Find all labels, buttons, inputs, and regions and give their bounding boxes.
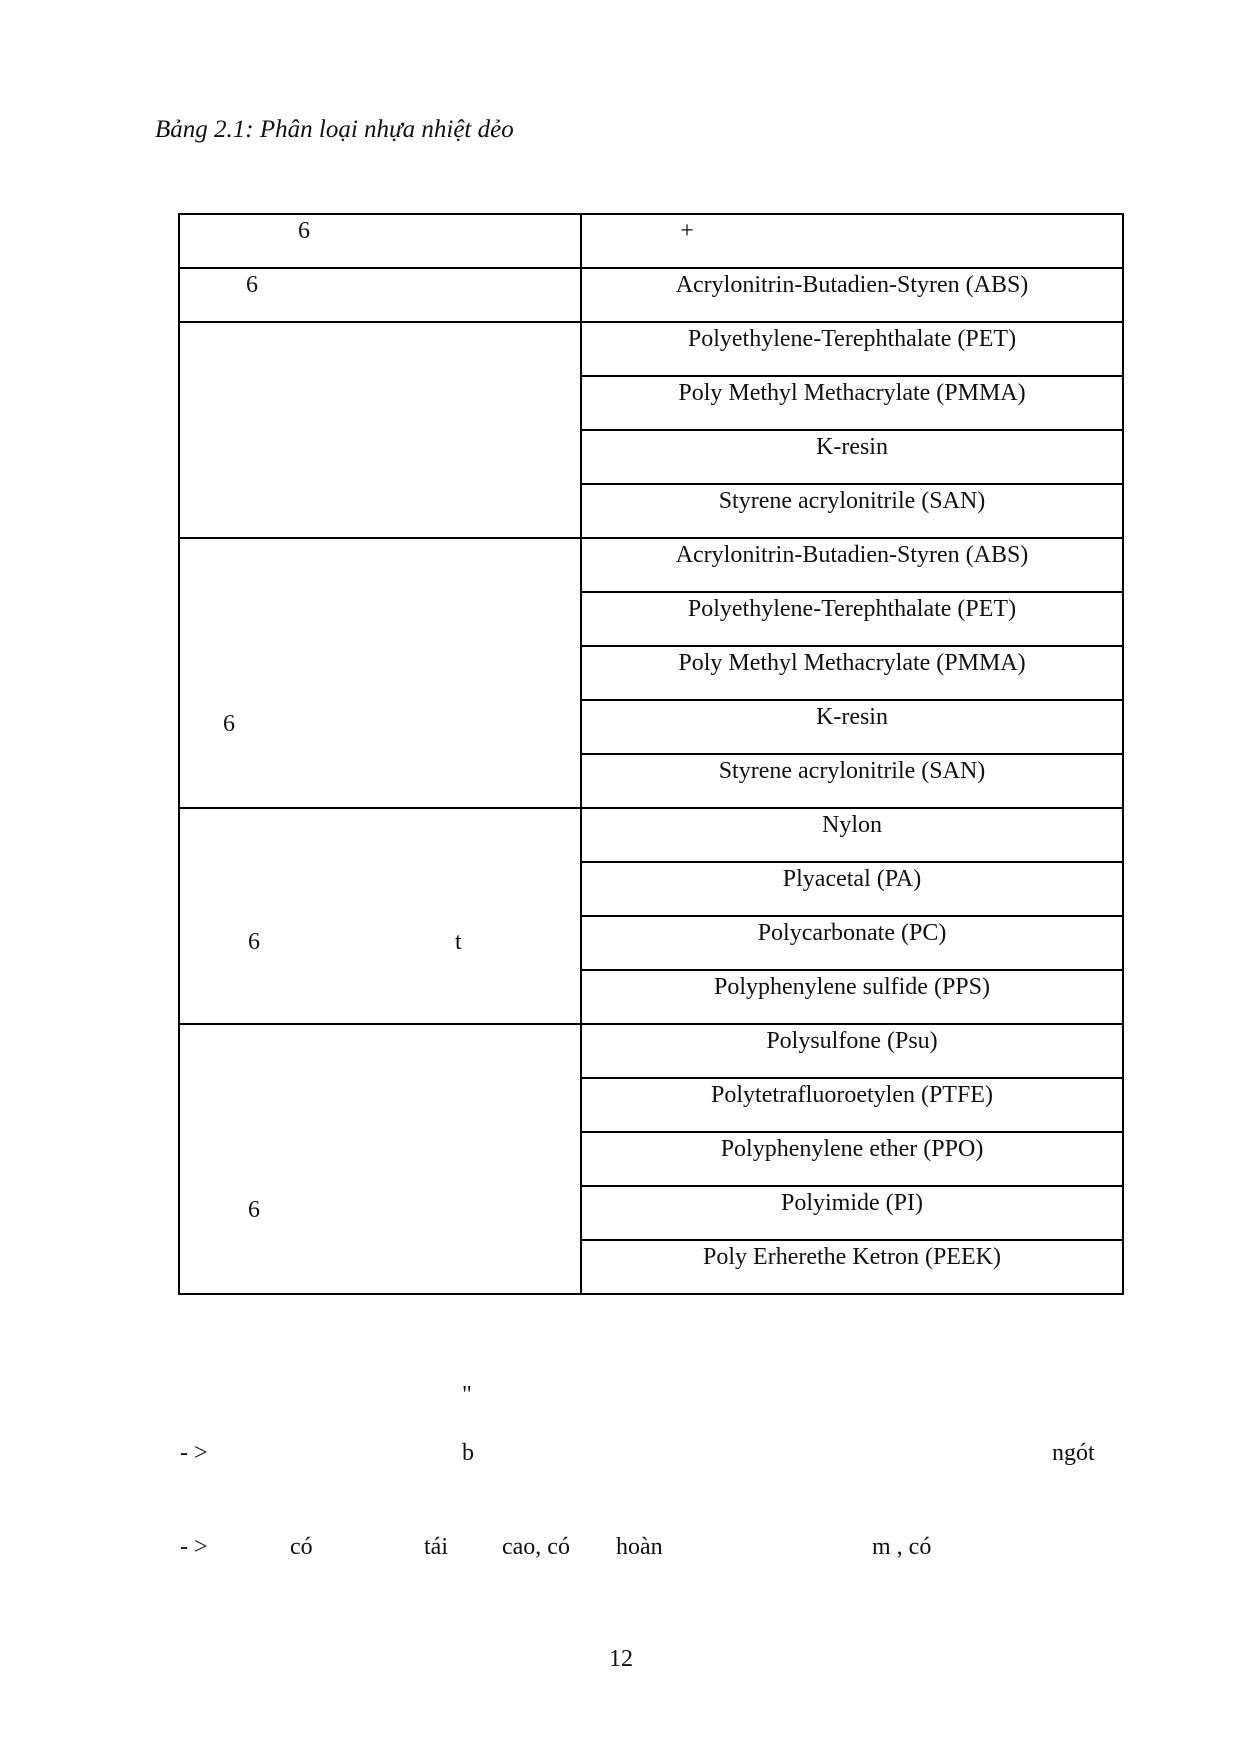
page-number: 12	[609, 1646, 633, 1672]
list-item: Polytetrafluoroetylen (PTFE)	[711, 1082, 993, 1108]
list-item: Polysulfone (Psu)	[766, 1028, 938, 1054]
table-row	[179, 268, 1123, 322]
list-item: Polyphenylene ether (PPO)	[720, 1136, 984, 1162]
list-item: Poly Methyl Methacrylate (PMMA)	[678, 650, 1026, 676]
group5-left-cell: 6	[179, 1024, 581, 1294]
list-item: Polyethylene-Terephthalate (PET)	[687, 326, 1017, 352]
list-item: Nylon	[822, 812, 882, 838]
list-item: K-resin	[816, 704, 888, 730]
list-item: Styrene acrylonitrile (SAN)	[718, 488, 986, 514]
thermoplastic-table	[178, 213, 1124, 1295]
line2-word: m , có	[872, 1534, 932, 1560]
list-item: Poly Methyl Methacrylate (PMMA)	[678, 380, 1026, 406]
line1-b: b	[462, 1440, 474, 1466]
list-item: K-resin	[816, 434, 888, 460]
quote-mark: "	[462, 1382, 472, 1408]
table-row	[179, 1024, 1123, 1078]
header-left-cell: 6	[179, 214, 581, 268]
line2-word: tái	[424, 1534, 448, 1560]
line2-arrow: - >	[180, 1534, 208, 1560]
line2-word: có	[290, 1534, 313, 1560]
row1-right-cell: Acrylonitrin-Butadien-Styren (ABS)	[581, 268, 1123, 322]
table-row	[179, 322, 1123, 376]
row1-left-cell: 6	[179, 268, 581, 322]
group2-left-cell	[179, 322, 581, 538]
table-caption: Bảng 2.1: Phân loại nhựa nhiệt dẻo	[155, 116, 514, 143]
table-row	[179, 808, 1123, 862]
header-right-cell: +	[581, 214, 1123, 268]
table-row	[179, 538, 1123, 592]
list-item: Plyacetal (PA)	[782, 866, 922, 892]
group4-left-cell: 6 t	[179, 808, 581, 1024]
list-item: Polycarbonate (PC)	[757, 920, 947, 946]
line1-end: ngót	[1052, 1440, 1095, 1466]
line2-word: hoàn	[616, 1534, 663, 1560]
list-item: Polyethylene-Terephthalate (PET)	[687, 596, 1017, 622]
list-item: Polyphenylene sulfide (PPS)	[714, 974, 990, 1000]
group3-left-cell: 6	[179, 538, 581, 808]
list-item: Poly Erherethe Ketron (PEEK)	[703, 1244, 1001, 1270]
table-header-row	[179, 214, 1123, 268]
list-item: Acrylonitrin-Butadien-Styren (ABS)	[675, 542, 1029, 568]
line2-word: cao, có	[502, 1534, 570, 1560]
list-item: Styrene acrylonitrile (SAN)	[718, 758, 986, 784]
line1-arrow: - >	[180, 1440, 208, 1466]
list-item: Polyimide (PI)	[781, 1190, 923, 1216]
